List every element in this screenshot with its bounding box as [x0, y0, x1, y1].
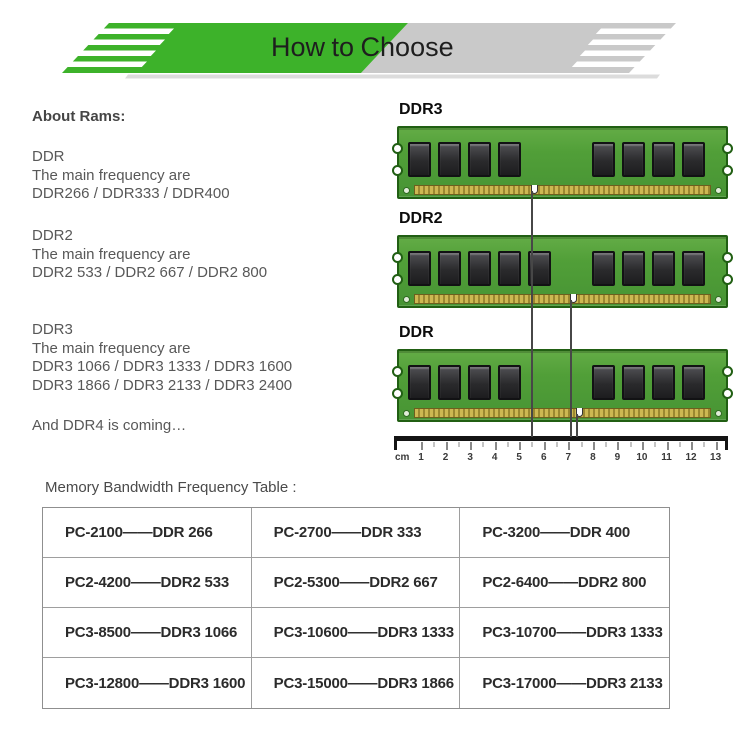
- ruler-tick-label: 6: [540, 452, 547, 463]
- ruler-tick-label: 13: [710, 452, 722, 463]
- memory-chip: [498, 365, 521, 400]
- memory-chip: [592, 365, 615, 400]
- memory-chip: [438, 142, 461, 177]
- ddr2-title-line: DDR2: [32, 227, 73, 244]
- table-cell: PC3-12800——DDR3 1600: [43, 658, 252, 708]
- ruler-half-tick: [458, 442, 460, 447]
- notch-guide-line-ddr2: [570, 300, 572, 437]
- memory-chip: [408, 251, 431, 286]
- ruler-tick: [446, 442, 448, 450]
- edge-notch: [392, 165, 403, 176]
- memory-chip: [682, 251, 705, 286]
- table-cell: PC3-10600——DDR3 1333: [252, 608, 461, 658]
- ruler-half-tick: [654, 442, 656, 447]
- ruler-half-tick: [507, 442, 509, 447]
- ddr2-frequency-intro: The main frequency are: [32, 245, 191, 263]
- ram-module-ddr: [397, 349, 728, 422]
- corner-hole: [403, 187, 410, 194]
- memory-chip: [438, 251, 461, 286]
- memory-chip: [592, 251, 615, 286]
- ruler-tick-label: 11: [661, 452, 672, 463]
- ruler-tick: [495, 442, 497, 450]
- corner-hole: [715, 410, 722, 417]
- corner-hole: [403, 296, 410, 303]
- memory-chip-group-left: [408, 142, 521, 177]
- notch-guide-line-ddr: [576, 414, 578, 437]
- ddr-title-line: DDR: [32, 148, 65, 165]
- memory-chip: [652, 365, 675, 400]
- ram-label-ddr3: DDR3: [399, 101, 443, 118]
- ram-label-ddr: DDR: [399, 324, 434, 341]
- table-cell: PC3-10700——DDR3 1333: [460, 608, 669, 658]
- memory-chip: [592, 142, 615, 177]
- frequency-table-title: Memory Bandwidth Frequency Table :: [45, 479, 297, 496]
- ram-module-ddr2: [397, 235, 728, 308]
- ddr-frequency-intro: The main frequency are: [32, 166, 191, 184]
- ruler-tick-label: 1: [418, 452, 424, 463]
- ruler-half-tick: [679, 442, 681, 447]
- ruler-tick-label: 8: [590, 452, 596, 463]
- table-cell: PC3-17000——DDR3 2133: [482, 674, 663, 692]
- ruler-tick-label: 12: [685, 452, 697, 463]
- table-cell: PC3-8500——DDR3 1066: [43, 608, 252, 658]
- edge-notch: [392, 252, 403, 263]
- edge-notch: [722, 366, 733, 377]
- ruler-half-tick: [630, 442, 632, 447]
- corner-hole: [715, 187, 722, 194]
- ddr3-frequency-list-2: DDR3 1866 / DDR3 2133 / DDR3 2400: [32, 376, 293, 394]
- ruler-tick: [593, 442, 595, 450]
- memory-chip: [438, 365, 461, 400]
- ruler-tick: [519, 442, 521, 450]
- ruler-tick: [470, 442, 472, 450]
- ruler-end-cap: [725, 436, 728, 450]
- frequency-table: [42, 507, 670, 709]
- ruler-tick: [617, 442, 619, 450]
- memory-chip: [622, 142, 645, 177]
- memory-chip: [652, 142, 675, 177]
- ruler-half-tick: [556, 442, 558, 447]
- memory-chip: [622, 251, 645, 286]
- table-cell: PC2-6400——DDR2 800: [460, 558, 669, 608]
- memory-chip-group-right: [592, 142, 705, 177]
- ruler-tick-label: 2: [442, 452, 449, 463]
- memory-chip: [408, 365, 431, 400]
- ddr-frequency-list: DDR266 / DDR333 / DDR400: [32, 185, 230, 202]
- corner-hole: [403, 410, 410, 417]
- ddr4-coming-note: And DDR4 is coming…: [32, 417, 187, 434]
- edge-notch: [722, 274, 733, 285]
- notch-guide-line-ddr3: [531, 191, 533, 437]
- table-cell: PC3-15000——DDR3 1866: [252, 658, 461, 708]
- gold-pin-strip: [414, 294, 711, 304]
- ddr3-frequency-list-1: DDR3 1066 / DDR3 1333 / DDR3 1600: [32, 358, 293, 375]
- ruler-bar: [394, 436, 728, 441]
- ruler-half-tick: [433, 442, 435, 447]
- memory-chip: [408, 142, 431, 177]
- table-cell: PC2-5300——DDR2 667: [252, 558, 461, 608]
- ruler-tick-label: 9: [614, 452, 621, 463]
- ruler-half-tick: [703, 442, 705, 447]
- ddr3-frequency-intro: The main frequency are: [32, 339, 191, 357]
- edge-notch: [722, 252, 733, 263]
- memory-chip: [652, 251, 675, 286]
- table-cell: PC-2700——DDR 333: [252, 508, 461, 558]
- about-rams-heading: About Rams:: [32, 108, 126, 125]
- table-cell: PC-3200——DDR 400: [460, 508, 669, 558]
- ruler-tick-label: 10: [636, 452, 648, 463]
- ddr2-description: [32, 227, 267, 283]
- ruler-half-tick: [605, 442, 607, 447]
- ruler-half-tick: [581, 442, 583, 447]
- memory-chip: [498, 142, 521, 177]
- header-banner: [0, 0, 750, 95]
- memory-chip: [468, 142, 491, 177]
- memory-chip-group-right: [592, 365, 705, 400]
- edge-notch: [392, 274, 403, 285]
- ddr3-description: [32, 321, 292, 395]
- memory-chip-group-left: [408, 251, 551, 286]
- memory-chip-group-right: [592, 251, 705, 286]
- ddr2-frequency-list: DDR2 533 / DDR2 667 / DDR2 800: [32, 264, 268, 281]
- table-cell: PC-2100——DDR 266: [43, 508, 252, 558]
- ruler-tick: [667, 442, 669, 450]
- memory-chip: [468, 251, 491, 286]
- ruler-tick-label: 7: [565, 452, 572, 463]
- corner-hole: [715, 296, 722, 303]
- memory-chip: [498, 251, 521, 286]
- edge-notch: [722, 388, 733, 399]
- memory-chip: [622, 365, 645, 400]
- gold-pin-strip: [414, 185, 711, 195]
- banner-title: How to Choose: [271, 32, 454, 62]
- edge-notch: [722, 143, 733, 154]
- ruler-tick-label: 4: [491, 452, 498, 463]
- memory-chip: [682, 365, 705, 400]
- memory-chip-group-left: [408, 365, 521, 400]
- ruler-end-cap: [394, 436, 397, 450]
- table-cell: PC2-4200——DDR2 533: [43, 558, 252, 608]
- ruler-tick: [421, 442, 423, 450]
- ram-label-ddr2: DDR2: [399, 210, 443, 227]
- ruler-tick: [691, 442, 693, 450]
- memory-chip: [468, 365, 491, 400]
- gold-pin-strip: [414, 408, 711, 418]
- memory-chip: [682, 142, 705, 177]
- ruler-unit-label: cm: [395, 452, 410, 463]
- edge-notch: [392, 366, 403, 377]
- ram-module-ddr3: [397, 126, 728, 199]
- edge-notch: [392, 388, 403, 399]
- ruler-tick: [544, 442, 546, 450]
- cm-ruler: [394, 436, 728, 470]
- ruler-half-tick: [482, 442, 484, 447]
- ruler-tick-label: 5: [516, 452, 522, 463]
- edge-notch: [722, 165, 733, 176]
- ruler-tick-label: 3: [467, 452, 473, 463]
- ruler-tick: [642, 442, 644, 450]
- ruler-half-tick: [531, 442, 533, 447]
- ruler-tick: [716, 442, 718, 450]
- ddr3-title-line: DDR3: [32, 321, 73, 338]
- ddr-description: [32, 148, 230, 204]
- edge-notch: [392, 143, 403, 154]
- ruler-tick: [568, 442, 570, 450]
